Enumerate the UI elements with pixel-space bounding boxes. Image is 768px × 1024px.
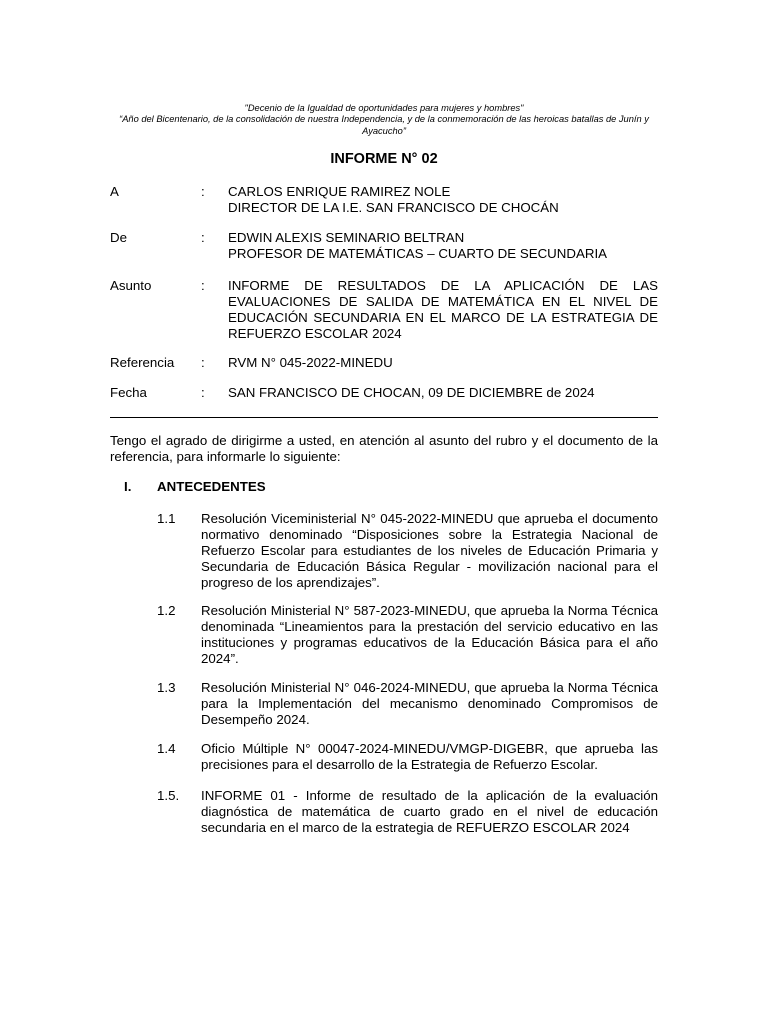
item-number: 1.3 — [157, 680, 176, 695]
recipient-position: DIRECTOR DE LA I.E. SAN FRANCISCO DE CHOCÁN — [228, 200, 559, 215]
field-date-label: Fecha — [110, 385, 147, 400]
item-text: Resolución Ministerial N° 046-2024-MINEDU, que aprueba la Norma Técnica para la Implementación del mecanismo denominado Compromisos de Desempeño 2024. — [201, 680, 658, 727]
section-title: ANTECEDENTES — [157, 479, 266, 494]
field-subject-label: Asunto — [110, 278, 152, 293]
section-number: I. — [124, 479, 132, 494]
header-divider — [110, 417, 658, 418]
item-number: 1.5. — [157, 788, 180, 803]
field-separator: : — [201, 385, 205, 400]
motto-year: “Año del Bicentenario, de la consolidación de nuestra Independencia, y de la conmemoración de las heroicas batallas de Junín y Ayacucho” — [119, 114, 649, 136]
field-reference-value: RVM N° 045-2022-MINEDU — [228, 355, 393, 370]
item-text: Resolución Ministerial N° 587-2023-MINEDU, que aprueba la Norma Técnica denominada “Lineamientos para la prestación del servicio educativo en las instituciones y programas educativos de la Educación Básica para el año 2024”. — [201, 603, 658, 666]
item-number: 1.4 — [157, 741, 176, 756]
field-separator: : — [201, 184, 205, 199]
field-separator: : — [201, 230, 205, 245]
recipient-name: CARLOS ENRIQUE RAMIREZ NOLE — [228, 184, 451, 199]
item-text: Oficio Múltiple N° 00047-2024-MINEDU/VMGP-DIGEBR, que aprueba las precisiones para el desarrollo de la Estrategia de Refuerzo Escolar. — [201, 741, 658, 772]
field-date-value: SAN FRANCISCO DE CHOCAN, 09 DE DICIEMBRE de 2024 — [228, 385, 595, 400]
field-sender-label: De — [110, 230, 127, 245]
item-text: INFORME 01 - Informe de resultado de la aplicación de la evaluación diagnóstica de matemática de cuarto grado en el nivel de educación secundaria en el marco de la estrategia de REFUERZO ESCOLAR 2024 — [201, 788, 658, 835]
field-recipient-label: A — [110, 184, 119, 199]
item-number: 1.1 — [157, 511, 176, 526]
sender-position: PROFESOR DE MATEMÁTICAS – CUARTO DE SECUNDARIA — [228, 246, 608, 261]
field-recipient-value — [228, 184, 658, 216]
field-subject-value: INFORME DE RESULTADOS DE LA APLICACIÓN DE LAS EVALUACIONES DE SALIDA DE MATEMÁTICA EN EL NIVEL DE EDUCACIÓN SECUNDARIA EN EL MARCO DE LA ESTRATEGIA DE REFUERZO ESCOLAR 2024 — [228, 278, 658, 341]
intro-paragraph: Tengo el agrado de dirigirme a usted, en atención al asunto del rubro y el documento de la referencia, para informarle lo siguiente: — [110, 433, 658, 464]
field-sender-value — [228, 230, 658, 262]
item-text: Resolución Viceministerial N° 045-2022-MINEDU que aprueba el documento normativo denominado “Disposiciones sobre la Estrategia Nacional de Refuerzo Escolar para estudiantes de los niveles de Educación Primaria y Secundaria de Educación Básica Regular - movilización nacional para el progreso de los aprendizajes”. — [201, 511, 658, 590]
field-reference-label: Referencia — [110, 355, 175, 370]
motto-decade: "Decenio de la Igualdad de oportunidades para mujeres y hombres" — [244, 103, 524, 113]
field-separator: : — [201, 278, 205, 293]
item-number: 1.2 — [157, 603, 176, 618]
field-separator: : — [201, 355, 205, 370]
report-title: INFORME N° 02 — [330, 151, 438, 167]
sender-name: EDWIN ALEXIS SEMINARIO BELTRAN — [228, 230, 465, 245]
